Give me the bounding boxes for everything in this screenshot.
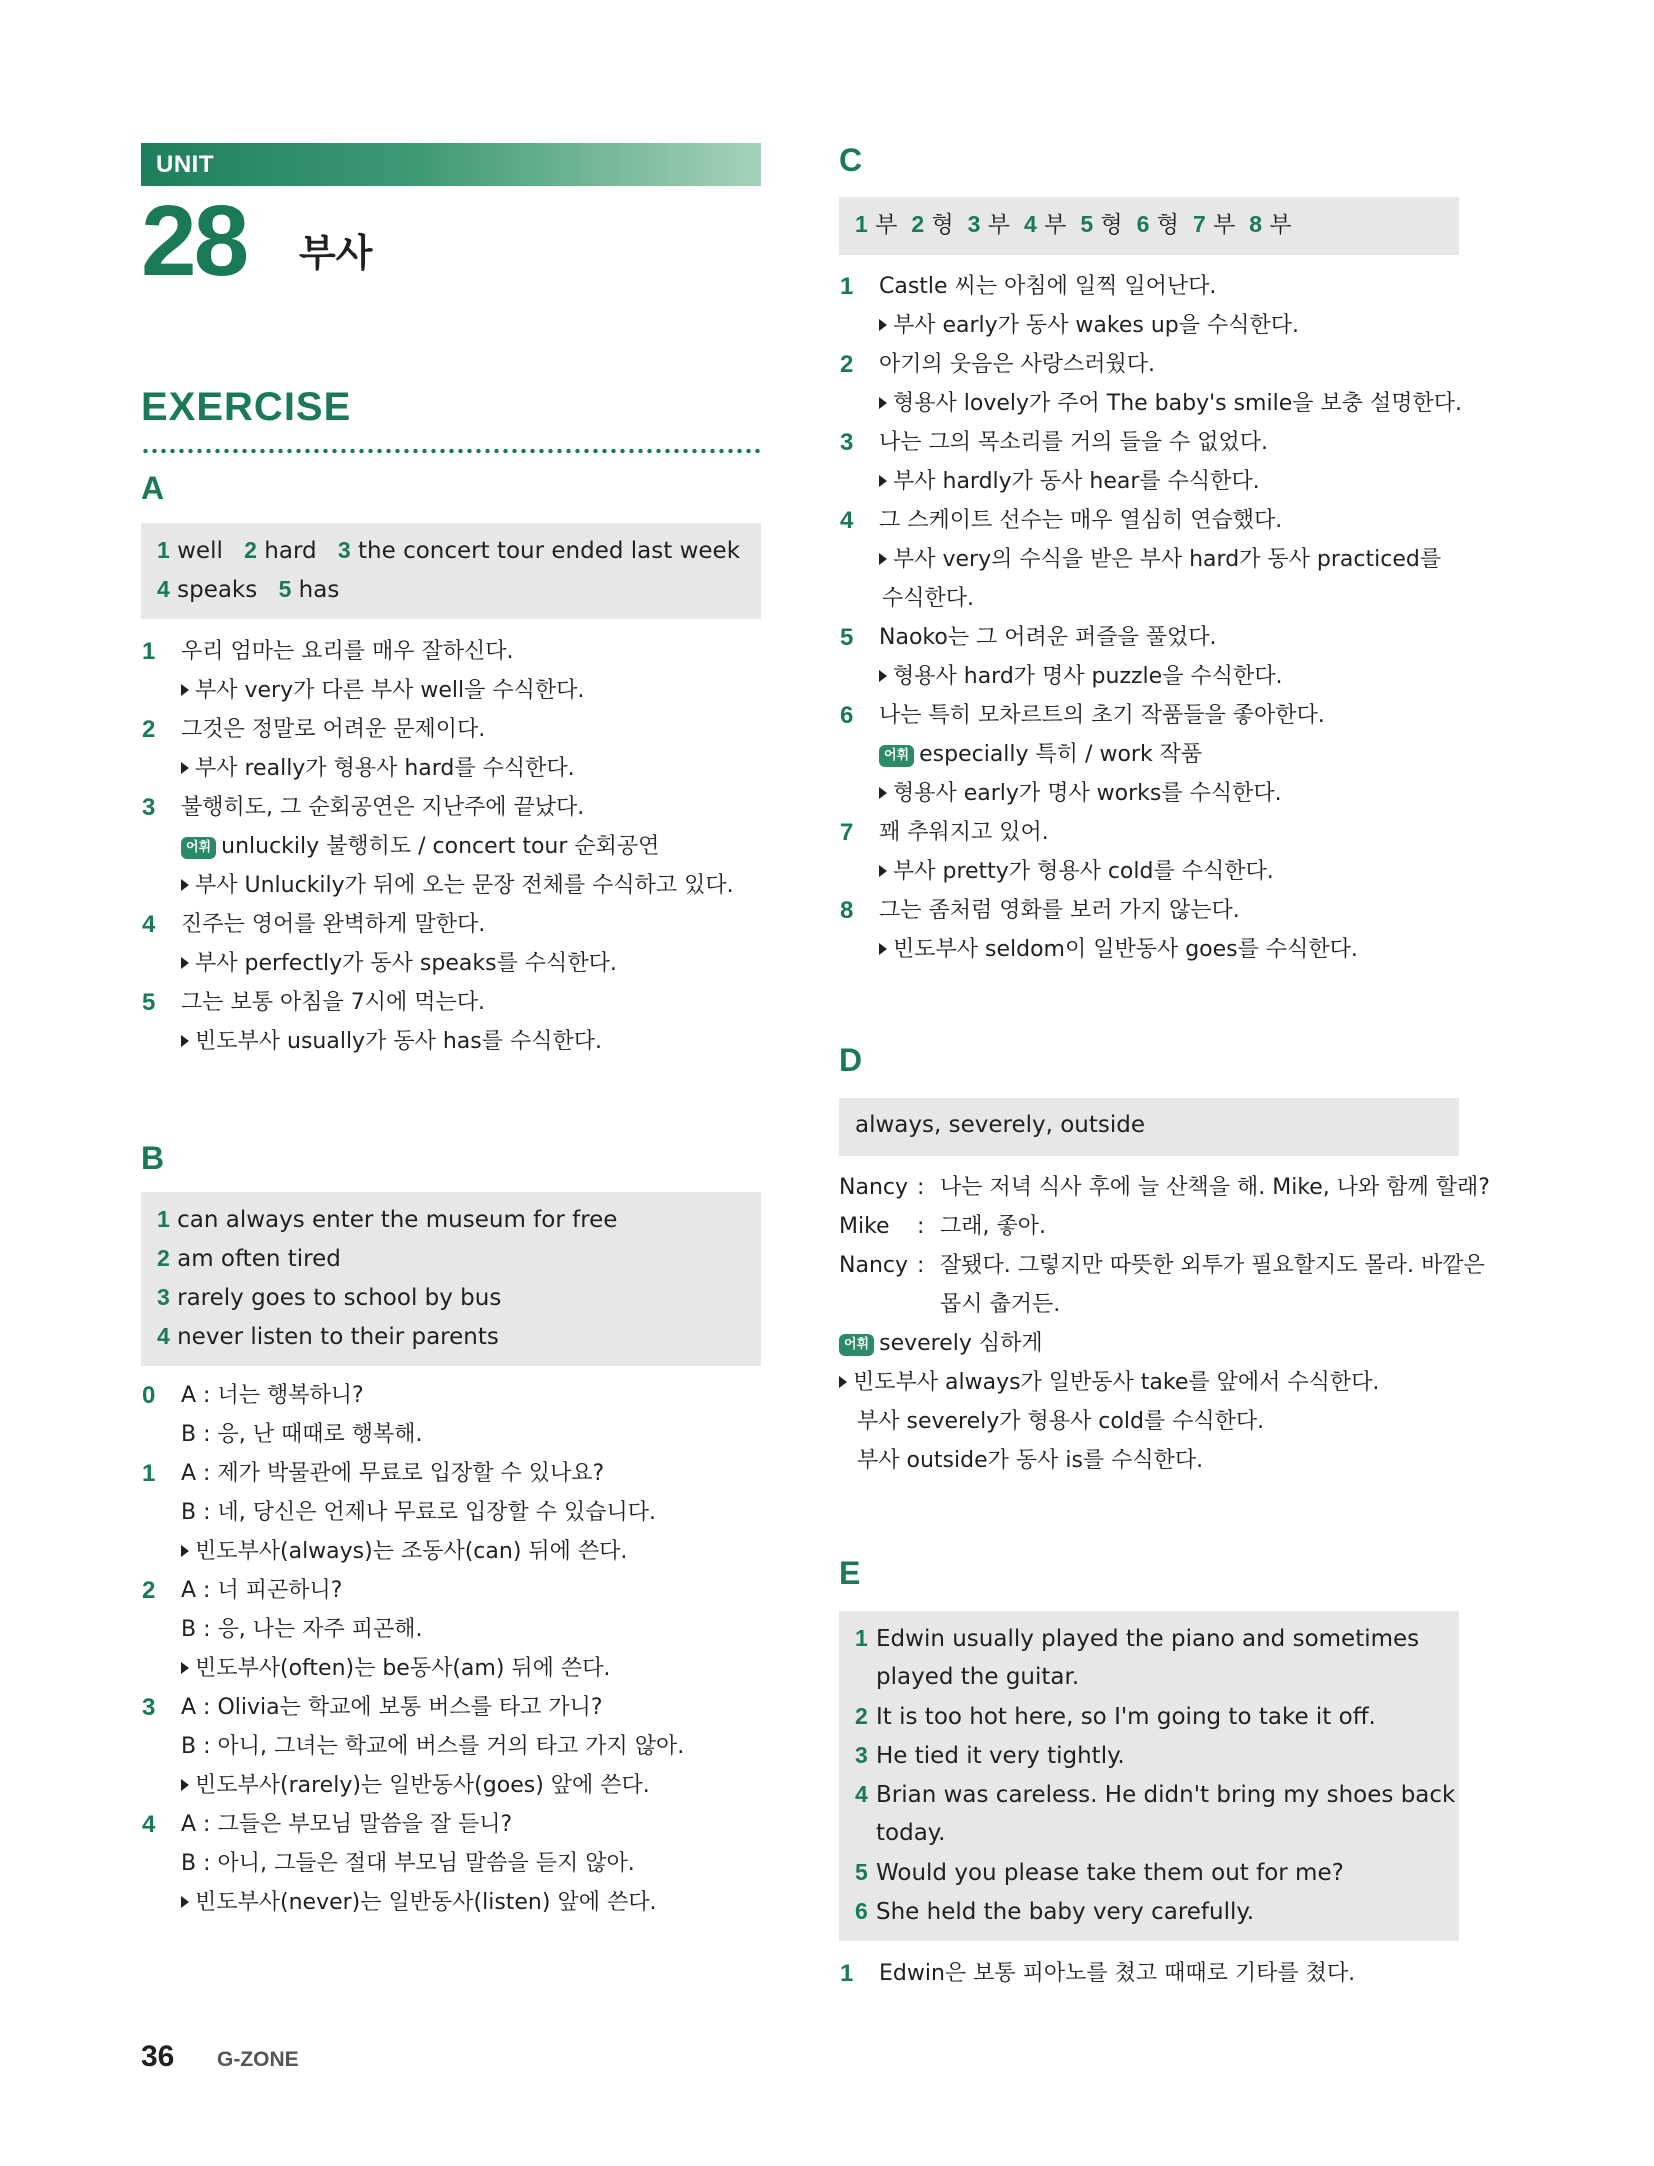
arrow-icon xyxy=(181,1896,189,1908)
sentence-text: A : Olivia는 학교에 보통 버스를 타고 가니? xyxy=(181,1695,603,1720)
section-b-explanations xyxy=(141,1376,781,1922)
section-a-answer-box xyxy=(141,523,761,619)
answer-text: today. xyxy=(876,1820,946,1846)
list-item xyxy=(839,501,1479,540)
answer-line: 1 can always enter the museum for free xyxy=(157,1206,618,1233)
answer-number: 2 xyxy=(911,211,925,237)
item-text xyxy=(181,1883,656,1922)
answer-text: He tied it very tightly. xyxy=(876,1743,1125,1769)
explanation-text: 빈도부사 seldom이 일반동사 goes를 수식한다. xyxy=(893,937,1358,962)
sentence-text: 그것은 정말로 어려운 문제이다. xyxy=(181,717,486,742)
item-text xyxy=(181,1571,342,1610)
vocab-text: especially 특히 / work 작품 xyxy=(919,742,1203,767)
arrow-icon xyxy=(879,553,887,565)
arrow-icon xyxy=(181,1779,189,1791)
section-d-letter: D xyxy=(839,1042,863,1078)
arrow-icon xyxy=(879,397,887,409)
list-item xyxy=(839,579,1479,618)
sentence-text: Edwin은 보통 피아노를 쳤고 때때로 기타를 쳤다. xyxy=(879,1961,1356,1986)
speaker-separator: : xyxy=(917,1253,925,1278)
list-item xyxy=(839,852,1479,891)
section-d-answer-box xyxy=(839,1098,1459,1156)
item-text xyxy=(879,657,1282,696)
answer-text: Edwin usually played the piano and sometimes xyxy=(876,1626,1420,1652)
page-number: 36 xyxy=(141,2040,175,2073)
sentence-text: A : 너 피곤하니? xyxy=(181,1578,343,1603)
item-text xyxy=(181,1493,656,1532)
list-item xyxy=(141,1766,781,1805)
sentence-text: B : 응, 나는 자주 피곤해. xyxy=(181,1617,423,1642)
sentence-text: 그는 보통 아침을 7시에 먹는다. xyxy=(181,990,485,1015)
list-item xyxy=(141,632,781,671)
item-text xyxy=(181,1376,364,1415)
vocab-entry xyxy=(839,1324,1043,1363)
list-item xyxy=(839,930,1479,969)
item-text xyxy=(181,944,617,983)
item-text xyxy=(181,866,734,905)
list-item xyxy=(141,1610,781,1649)
arrow-icon xyxy=(879,670,887,682)
sentence-text: B : 네, 당신은 언제나 무료로 입장할 수 있습니다. xyxy=(181,1500,656,1525)
sentence-text: 불행히도, 그 순회공연은 지난주에 끝났다. xyxy=(181,795,585,820)
item-number: 8 xyxy=(840,897,854,924)
arrow-icon xyxy=(181,1035,189,1047)
list-item xyxy=(839,735,1479,774)
item-number: 3 xyxy=(840,429,854,456)
explanation-text: 빈도부사 always가 일반동사 take를 앞에서 수식한다. xyxy=(853,1370,1380,1395)
item-text xyxy=(181,1805,512,1844)
item-text xyxy=(181,905,485,944)
sentence-text: 우리 엄마는 요리를 매우 잘하신다. xyxy=(181,639,514,664)
answer-text: 부 xyxy=(875,212,898,238)
item-text xyxy=(181,632,514,671)
book-brand: G-ZONE xyxy=(217,2048,299,2071)
answer-number: 4 xyxy=(855,1781,868,1807)
answer-line xyxy=(855,1619,1443,1658)
list-item xyxy=(141,1376,781,1415)
answer-number: 8 xyxy=(1249,211,1263,237)
answer-line xyxy=(855,1658,1443,1697)
item-text xyxy=(879,540,1441,579)
item-text xyxy=(879,696,1325,735)
list-item xyxy=(141,1805,781,1844)
list-item xyxy=(141,1688,781,1727)
arrow-icon xyxy=(181,879,189,891)
sentence-text: 진주는 영어를 완벽하게 말한다. xyxy=(181,912,486,937)
item-number: 3 xyxy=(142,794,156,821)
dialogue-text: 나는 저녁 식사 후에 늘 산책을 해. Mike, 나와 함께 할래? xyxy=(940,1175,1490,1200)
vocab-badge: 어휘 xyxy=(879,745,914,767)
sentence-text: A : 그들은 부모님 말씀을 잘 듣니? xyxy=(181,1812,513,1837)
section-e-answer-box xyxy=(839,1611,1459,1941)
item-text xyxy=(882,579,974,618)
answer-text: 부 xyxy=(1044,212,1067,238)
item-text xyxy=(181,788,584,827)
sentence-text: B : 아니, 그녀는 학교에 버스를 거의 타고 가지 않아. xyxy=(181,1734,685,1759)
answer-text: Would you please take them out for me? xyxy=(876,1860,1344,1886)
answer-line: 2 am often tired xyxy=(157,1245,341,1272)
arrow-icon xyxy=(879,943,887,955)
item-number: 4 xyxy=(142,1811,156,1838)
explanation-text: 빈도부사(always)는 조동사(can) 뒤에 쓴다. xyxy=(195,1539,628,1564)
answer-number: 6 xyxy=(1136,211,1150,237)
explanation-text-wrap xyxy=(857,1402,1264,1441)
answer-line xyxy=(855,205,1443,244)
exercise-heading: EXERCISE xyxy=(141,385,352,429)
item-text xyxy=(181,1844,635,1883)
speaker-name: Nancy xyxy=(839,1253,908,1278)
item-text xyxy=(879,813,1049,852)
explanation-text: 형용사 lovely가 주어 The baby's smile을 보충 설명한다. xyxy=(893,391,1462,416)
answer-text: She held the baby very carefully. xyxy=(876,1899,1255,1925)
dialogue-line xyxy=(839,1207,1479,1246)
dotted-divider xyxy=(141,448,761,454)
item-text xyxy=(879,891,1240,930)
section-e-letter: E xyxy=(839,1555,861,1591)
answer-number: 7 xyxy=(1192,211,1206,237)
answer-line: 1 well 2 hard 3 the concert tour ended last week xyxy=(157,537,741,564)
list-item xyxy=(141,1649,781,1688)
answer-line: 3 rarely goes to school by bus xyxy=(157,1284,502,1311)
sentence-text: 그 스케이트 선수는 매우 열심히 연습했다. xyxy=(879,508,1283,533)
arrow-icon xyxy=(181,684,189,696)
vocab-badge: 어휘 xyxy=(839,1334,874,1356)
answer-number: 1 xyxy=(855,1625,868,1651)
list-item xyxy=(141,1844,781,1883)
answer-number: 6 xyxy=(855,1898,868,1924)
answer-text: It is too hot here, so I'm going to take it off. xyxy=(876,1704,1376,1730)
list-item xyxy=(141,1415,781,1454)
item-number: 1 xyxy=(142,638,156,665)
explanation-text: 빈도부사(rarely)는 일반동사(goes) 앞에 쓴다. xyxy=(195,1773,650,1798)
list-item xyxy=(839,891,1479,930)
explanation-text: 빈도부사(never)는 일반동사(listen) 앞에 쓴다. xyxy=(195,1890,657,1915)
explanation-line xyxy=(839,1441,1479,1480)
explanation-text: 부사 very의 수식을 받은 부사 hard가 동사 practiced를 xyxy=(893,547,1442,572)
item-text xyxy=(879,852,1274,891)
sentence-text: Naoko는 그 어려운 퍼즐을 풀었다. xyxy=(879,625,1217,650)
list-item xyxy=(141,1571,781,1610)
list-item xyxy=(839,618,1479,657)
list-item xyxy=(839,657,1479,696)
item-text xyxy=(181,1415,422,1454)
item-number: 1 xyxy=(142,1460,156,1487)
vocab-line xyxy=(839,1324,1479,1363)
answer-line xyxy=(855,1814,1443,1853)
dialogue-text: 그래, 좋아. xyxy=(940,1214,1046,1239)
item-text xyxy=(879,462,1260,501)
answer-line: 4 never listen to their parents xyxy=(157,1323,499,1350)
list-item xyxy=(839,813,1479,852)
list-item xyxy=(141,710,781,749)
explanation-text: 부사 very가 다른 부사 well을 수식한다. xyxy=(195,678,585,703)
item-text xyxy=(181,749,575,788)
item-text xyxy=(181,827,659,866)
item-number: 5 xyxy=(142,989,156,1016)
item-text xyxy=(879,345,1155,384)
item-number: 4 xyxy=(142,911,156,938)
answer-text: Brian was careless. He didn't bring my shoes back xyxy=(876,1782,1456,1808)
item-text xyxy=(879,384,1462,423)
answer-text: 부 xyxy=(1213,212,1236,238)
arrow-icon xyxy=(181,957,189,969)
item-text xyxy=(181,1532,627,1571)
explanation-text: 부사 outside가 동사 is를 수식한다. xyxy=(857,1448,1204,1473)
item-number: 4 xyxy=(840,507,854,534)
item-number: 2 xyxy=(142,716,156,743)
sentence-text: 나는 그의 목소리를 거의 들을 수 없었다. xyxy=(879,430,1268,455)
explanation-continuation: 수식한다. xyxy=(882,586,975,611)
unit-number: 28 xyxy=(141,185,247,297)
list-item xyxy=(141,866,781,905)
speaker-name: Mike xyxy=(839,1214,890,1239)
explanation-text: 부사 Unluckily가 뒤에 오는 문장 전체를 수식하고 있다. xyxy=(195,873,734,898)
answer-number: 5 xyxy=(855,1859,868,1885)
explanation-text: 형용사 hard가 명사 puzzle을 수식한다. xyxy=(893,664,1283,689)
item-text xyxy=(879,618,1217,657)
item-text xyxy=(181,1688,603,1727)
list-item xyxy=(839,696,1479,735)
item-text xyxy=(181,1649,610,1688)
item-text xyxy=(181,710,485,749)
item-number: 5 xyxy=(840,624,854,651)
sentence-text: A : 제가 박물관에 무료로 입장할 수 있나요? xyxy=(181,1461,605,1486)
section-b-answer-box xyxy=(141,1192,761,1366)
explanation-text: 부사 pretty가 형용사 cold를 수식한다. xyxy=(893,859,1274,884)
explanation-text: 부사 really가 형용사 hard를 수식한다. xyxy=(195,756,575,781)
vocab-text: severely 심하게 xyxy=(879,1331,1043,1356)
answer-number: 3 xyxy=(967,211,981,237)
item-number: 7 xyxy=(840,819,854,846)
answer-line xyxy=(855,1853,1443,1892)
section-c-letter: C xyxy=(839,142,863,178)
list-item xyxy=(839,462,1479,501)
list-item xyxy=(839,384,1479,423)
answer-line xyxy=(855,1736,1443,1775)
item-text xyxy=(181,1727,684,1766)
explanation-text: 부사 early가 동사 wakes up을 수식한다. xyxy=(893,313,1300,338)
section-e-explanations xyxy=(839,1954,1479,1993)
list-item xyxy=(141,1727,781,1766)
answer-line: 4 speaks 5 has xyxy=(157,576,340,603)
item-text xyxy=(879,930,1358,969)
item-text xyxy=(181,1022,602,1061)
dialogue-text: 몹시 춥거든. xyxy=(940,1292,1061,1317)
item-text xyxy=(181,983,485,1022)
sentence-text: A : 너는 행복하니? xyxy=(181,1383,364,1408)
list-item xyxy=(839,306,1479,345)
arrow-icon xyxy=(181,762,189,774)
list-item xyxy=(141,749,781,788)
section-c-explanations xyxy=(839,267,1479,969)
list-item xyxy=(141,1454,781,1493)
explanation-line xyxy=(839,1402,1479,1441)
item-text xyxy=(181,1454,604,1493)
list-item xyxy=(141,671,781,710)
list-item xyxy=(141,983,781,1022)
item-text xyxy=(879,774,1282,813)
item-text xyxy=(879,1954,1355,1993)
explanation-text: 부사 hardly가 동사 hear를 수식한다. xyxy=(893,469,1260,494)
explanation-text-wrap xyxy=(857,1441,1203,1480)
explanation-text: 부사 severely가 형용사 cold를 수식한다. xyxy=(857,1409,1265,1434)
answer-text: 형 xyxy=(1100,212,1123,238)
answer-text: 형 xyxy=(1156,212,1179,238)
arrow-icon xyxy=(839,1376,847,1388)
list-item xyxy=(839,267,1479,306)
item-text xyxy=(879,423,1268,462)
sentence-text: 꽤 추워지고 있어. xyxy=(879,820,1049,845)
item-number: 6 xyxy=(840,702,854,729)
sentence-text: B : 아니, 그들은 절대 부모님 말씀을 듣지 않아. xyxy=(181,1851,635,1876)
arrow-icon xyxy=(879,787,887,799)
explanation-text-wrap xyxy=(839,1363,1379,1402)
unit-label: UNIT xyxy=(141,143,761,186)
unit-title: 부사 xyxy=(299,231,373,275)
list-item xyxy=(141,1022,781,1061)
list-item xyxy=(141,1532,781,1571)
answer-text: 부 xyxy=(1269,212,1292,238)
item-number: 1 xyxy=(840,1960,854,1987)
answer-number: 4 xyxy=(1023,211,1037,237)
sentence-text: 그는 좀처럼 영화를 보러 가지 않는다. xyxy=(879,898,1240,923)
dialogue-line xyxy=(839,1168,1490,1207)
dialogue-line xyxy=(839,1246,1485,1285)
section-a-letter: A xyxy=(141,470,165,506)
vocab-text: unluckily 불행히도 / concert tour 순회공연 xyxy=(221,834,660,859)
item-number: 2 xyxy=(840,351,854,378)
list-item xyxy=(141,905,781,944)
explanation-text: 형용사 early가 명사 works를 수식한다. xyxy=(893,781,1282,806)
item-text xyxy=(181,1766,650,1805)
explanation-text: 부사 perfectly가 동사 speaks를 수식한다. xyxy=(195,951,617,976)
list-item xyxy=(839,345,1479,384)
section-a-explanations xyxy=(141,632,781,1061)
item-number: 3 xyxy=(142,1694,156,1721)
list-item xyxy=(141,788,781,827)
explanation-line xyxy=(839,1363,1479,1402)
list-item xyxy=(839,774,1479,813)
speaker-separator: : xyxy=(917,1175,925,1200)
list-item xyxy=(839,423,1479,462)
item-text xyxy=(879,735,1202,774)
answer-number: 3 xyxy=(855,1742,868,1768)
answer-line xyxy=(855,1892,1443,1931)
list-item xyxy=(141,827,781,866)
explanation-text: 빈도부사(often)는 be동사(am) 뒤에 쓴다. xyxy=(195,1656,611,1681)
list-item xyxy=(839,540,1479,579)
arrow-icon xyxy=(879,319,887,331)
answer-number: 1 xyxy=(855,211,868,237)
answer-line xyxy=(855,1697,1443,1736)
answer-number: 2 xyxy=(855,1703,868,1729)
answer-text: played the guitar. xyxy=(876,1664,1080,1690)
explanation-text: 빈도부사 usually가 동사 has를 수식한다. xyxy=(195,1029,602,1054)
item-text xyxy=(879,267,1216,306)
section-c-answer-box xyxy=(839,197,1459,255)
item-number: 0 xyxy=(142,1382,156,1409)
answer-text: 부 xyxy=(987,212,1010,238)
sentence-text: B : 응, 난 때때로 행복해. xyxy=(181,1422,423,1447)
sentence-text: Castle 씨는 아침에 일찍 일어난다. xyxy=(879,274,1217,299)
answer-line xyxy=(855,1775,1456,1814)
list-item xyxy=(141,944,781,983)
item-text xyxy=(181,671,584,710)
arrow-icon xyxy=(181,1545,189,1557)
vocab-badge: 어휘 xyxy=(181,837,216,859)
list-item xyxy=(141,1493,781,1532)
arrow-icon xyxy=(879,475,887,487)
answer-text: 형 xyxy=(931,212,954,238)
item-number: 2 xyxy=(142,1577,156,1604)
answer-line: always, severely, outside xyxy=(855,1112,1146,1138)
item-text xyxy=(181,1610,422,1649)
section-d-dialogue xyxy=(839,1168,1490,1480)
list-item xyxy=(141,1883,781,1922)
list-item xyxy=(839,1954,1479,1993)
section-b-letter: B xyxy=(141,1140,165,1176)
answer-number: 5 xyxy=(1080,211,1094,237)
arrow-icon xyxy=(879,865,887,877)
speaker-name: Nancy xyxy=(839,1175,908,1200)
arrow-icon xyxy=(181,1662,189,1674)
item-number: 1 xyxy=(840,273,854,300)
sentence-text: 나는 특히 모차르트의 초기 작품들을 좋아한다. xyxy=(879,703,1325,728)
dialogue-line xyxy=(839,1285,1479,1324)
speaker-separator: : xyxy=(917,1214,925,1239)
item-text xyxy=(879,501,1282,540)
item-text xyxy=(879,306,1299,345)
sentence-text: 아기의 웃음은 사랑스러웠다. xyxy=(879,352,1156,377)
dialogue-text: 잘됐다. 그렇지만 따뜻한 외투가 필요할지도 몰라. 바깥은 xyxy=(940,1253,1485,1278)
